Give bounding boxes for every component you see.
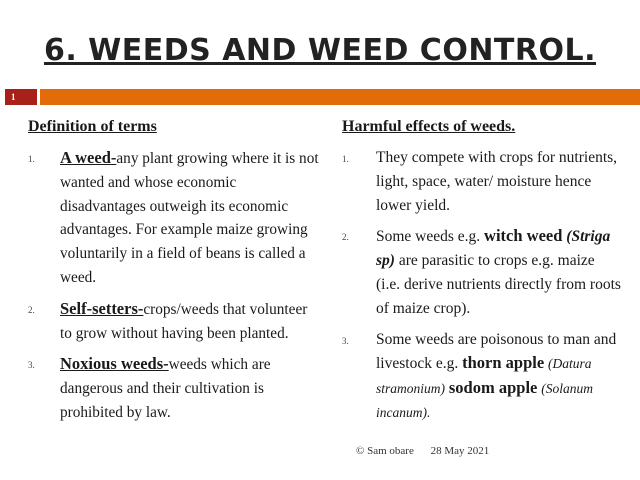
header-band — [0, 89, 640, 105]
effect-text: Some weeds are poisonous to man and livestock e.g. — [376, 330, 617, 373]
effect-text: Some weeds e.g. — [376, 228, 485, 246]
item-number: 2. — [342, 232, 349, 243]
item-number: 1. — [342, 154, 349, 164]
list-item — [342, 146, 622, 217]
list-item — [28, 146, 323, 290]
footer-date: 28 May 2021 — [430, 445, 490, 457]
definition-text: any plant growing where it is not wanted and whose economic disadvantages outweigh its economic advantages. For example maize growing voluntarily in a field of beans is called a weed. — [60, 150, 319, 286]
effect-text: They compete with crops for nutrients, light, space, water/ moisture hence lower yield. — [376, 149, 618, 214]
harmful-effects-column — [342, 118, 622, 432]
harmful-effects-heading: Harmful effects of weeds. — [342, 118, 516, 135]
scientific-name: (Solanum incanum). — [376, 381, 593, 420]
definition-text: crops/weeds that volunteer to grow without having been planted. — [60, 300, 308, 342]
definition-text: weeds which are dangerous and their cultivation is prohibited by law. — [60, 356, 271, 421]
item-number: 1. — [28, 154, 35, 164]
harmful-effects-list — [342, 146, 622, 425]
item-number: 3. — [342, 335, 349, 346]
slide-footer — [356, 445, 503, 457]
term: A weed- — [60, 148, 117, 167]
term: Self-setters- — [60, 298, 144, 318]
slide-title: 6. WEEDS AND WEED CONTROL. — [43, 33, 597, 68]
footer-author: © Sam obare — [356, 445, 414, 457]
weed-name: witch weed — [484, 226, 563, 246]
scientific-name: (Datura stramonium) — [376, 356, 592, 397]
slide-number: 1 — [5, 89, 37, 105]
definitions-heading: Definition of terms — [28, 118, 157, 135]
definitions-list — [28, 146, 323, 425]
item-number: 3. — [28, 360, 35, 371]
scientific-name: (Striga sp) — [376, 228, 611, 270]
effect-text: are parasitic to crops e.g. maize (i.e. derive nutrients directly from roots of maize crop). — [376, 252, 621, 317]
weed-name: thorn apple — [462, 353, 545, 373]
list-item — [342, 224, 622, 320]
item-number: 2. — [28, 304, 35, 315]
list-item — [342, 328, 622, 425]
term: Noxious weeds- — [60, 354, 169, 374]
list-item — [28, 297, 323, 346]
definitions-column — [28, 118, 323, 432]
accent-bar — [40, 89, 640, 105]
list-item — [28, 352, 323, 424]
weed-name: sodom apple — [448, 378, 538, 398]
